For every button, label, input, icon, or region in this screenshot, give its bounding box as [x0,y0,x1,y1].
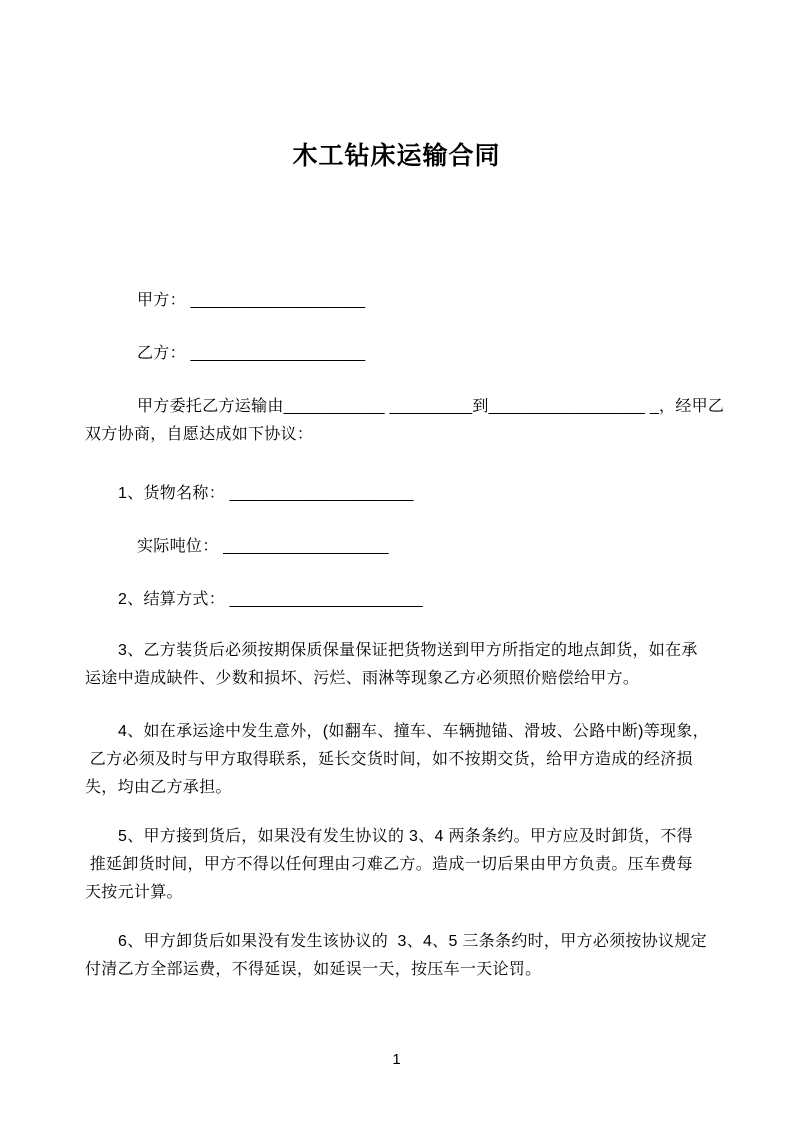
document-body [85,287,725,984]
tonnage-label-with-blank: 实际吨位： __________________ [137,538,389,555]
commission-clause-line-2: 双方协商，自愿达成如下协议： [85,426,314,443]
commission-clause [85,393,725,449]
clause-4-line-3: 失，均由乙方承担。 [85,779,232,796]
settlement-line [85,586,717,614]
party-a-blank-line [85,287,717,315]
document-title: 木工钻床运输合同 [292,142,501,170]
party-b-blank-line [85,340,717,368]
clause-4-line-2: 乙方必须及时与甲方取得联系，延长交货时间，如不按期交货，给甲方造成的经济损 [85,751,693,768]
party-b-label-with-blank: 乙方： ___________________ [137,345,366,362]
clause-3-line-1: 3、乙方装货后必须按期保质保量保证把货物送到甲方所指定的地点卸货，如在承 [118,642,698,659]
clause-5 [85,823,717,907]
goods-name-label-with-blank: 1、货物名称： ____________________ [118,485,414,502]
clause-6 [85,928,717,984]
clause-4-line-1: 4、如在承运途中发生意外，(如翻车、撞车、车辆抛锚、滑坡、公路中断)等现象， [118,723,709,740]
party-a-label-with-blank: 甲方： ___________________ [137,292,366,309]
tonnage-line [85,533,717,561]
settlement-label-with-blank: 2、结算方式： _____________________ [118,591,423,608]
clause-5-line-3: 天按元计算。 [85,884,183,901]
goods-name-line [85,480,717,508]
page-number: 1 [392,1051,401,1068]
clause-5-line-1: 5、甲方接到货后，如果没有发生协议的 3、4 两条条约。甲方应及时卸货，不得 [118,828,693,845]
clause-6-line-1: 6、甲方卸货后如果没有发生该协议的 3、4、5 三条条约时，甲方必须按协议规定 [118,933,707,950]
clause-3-line-2: 运途中造成缺件、少数和损坏、污烂、雨淋等现象乙方必须照价赔偿给甲方。 [85,670,640,687]
clause-3 [85,637,717,693]
clause-6-line-2: 付清乙方全部运费，不得延误，如延误一天，按压车一天论罚。 [85,961,542,978]
commission-clause-line-1: 甲方委托乙方运输由___________ _________到_________________ _，经甲乙 [137,398,725,415]
clause-5-line-2: 推延卸货时间，甲方不得以任何理由刁难乙方。造成一切后果由甲方负责。压车费每 [85,856,693,873]
clause-4 [85,718,717,802]
